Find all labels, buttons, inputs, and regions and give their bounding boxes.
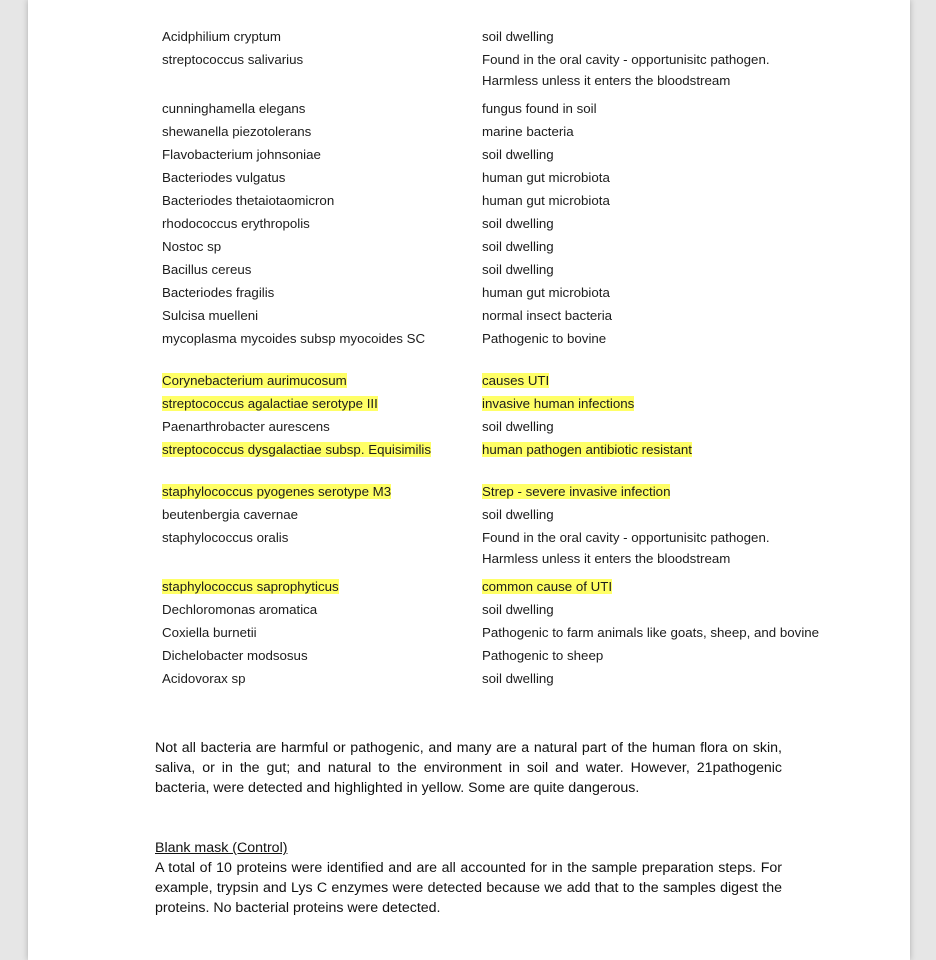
organism-description: soil dwelling [482,29,554,44]
organism-name: streptococcus dysgalactiae subsp. Equisimilis [162,442,432,457]
organism-name: Acidovorax sp [162,671,246,686]
table-row [162,416,892,439]
organism-name: beutenbergia cavernae [162,507,299,522]
organism-name: Dechloromonas aromatica [162,602,318,617]
organism-name: Flavobacterium johnsoniae [162,147,321,162]
table-row-highlighted [162,370,892,393]
organism-description: Strep - severe invasive infection [482,484,671,499]
summary-paragraph: Not all bacteria are harmful or pathogenic, and many are a natural part of the human flora on skin, saliva, or in the gut; and natural to the environment in soil and water. However, 21pathogenic bacteria, were detected and highlighted in yellow. Some are quite dangerous. [155,740,782,796]
organism-table [162,26,892,691]
table-row [162,49,892,98]
organism-description-line2: Harmless unless it enters the bloodstream [482,551,731,566]
table-row [162,305,892,328]
organism-description-line2: Harmless unless it enters the bloodstream [482,73,731,88]
organism-description: human pathogen antibiotic resistant [482,442,692,457]
organism-description: Found in the oral cavity - opportunisitc pathogen. [482,530,770,545]
table-row-highlighted [162,481,892,504]
organism-name: staphylococcus pyogenes serotype M3 [162,484,392,499]
table-row-highlighted [162,393,892,416]
organism-description: soil dwelling [482,507,554,522]
organism-name: staphylococcus saprophyticus [162,579,339,594]
table-row [162,144,892,167]
table-row [162,26,892,49]
table-row [162,328,892,370]
organism-description: soil dwelling [482,419,554,434]
organism-name: Paenarthrobacter aurescens [162,419,330,434]
organism-description: soil dwelling [482,671,554,686]
organism-name: Bacteriodes fragilis [162,285,275,300]
table-row [162,167,892,190]
document-page [28,0,910,960]
organism-name: mycoplasma mycoides subsp myocoides SC [162,331,426,346]
organism-name: Bacillus cereus [162,262,252,277]
organism-name: Corynebacterium aurimucosum [162,373,347,388]
control-heading: Blank mask (Control) [155,840,288,856]
organism-name: Bacteriodes thetaiotaomicron [162,193,335,208]
table-row [162,668,892,691]
table-row [162,645,892,668]
organism-name: Coxiella burnetii [162,625,257,640]
organism-name: streptococcus salivarius [162,52,304,67]
table-row [162,213,892,236]
table-row [162,121,892,144]
organism-description: human gut microbiota [482,285,610,300]
organism-name: staphylococcus oralis [162,530,289,545]
table-row [162,259,892,282]
organism-name: Nostoc sp [162,239,222,254]
table-row [162,190,892,213]
organism-description: soil dwelling [482,262,554,277]
organism-description: Found in the oral cavity - opportunisitc pathogen. [482,52,770,67]
organism-name: rhodococcus erythropolis [162,216,310,231]
organism-name: streptococcus agalactiae serotype III [162,396,378,411]
table-row [162,504,892,527]
organism-description: Pathogenic to farm animals like goats, sheep, and bovine [482,625,820,640]
organism-description: invasive human infections [482,396,635,411]
organism-description: normal insect bacteria [482,308,613,323]
organism-description: Pathogenic to sheep [482,648,604,663]
organism-description: causes UTI [482,373,550,388]
organism-name: Acidphilium cryptum [162,29,281,44]
control-paragraph: A total of 10 proteins were identified and are all accounted for in the sample preparation steps. For example, trypsin and Lys C enzymes were detected because we add that to the samples digest the proteins. No bacterial proteins were detected. [155,860,782,916]
organism-description: soil dwelling [482,602,554,617]
table-row-highlighted [162,576,892,599]
organism-description: common cause of UTI [482,579,613,594]
organism-description: marine bacteria [482,124,574,139]
table-row [162,622,892,645]
organism-name: Dichelobacter modsosus [162,648,308,663]
organism-description: soil dwelling [482,239,554,254]
organism-name: cunninghamella elegans [162,101,306,116]
table-row-highlighted [162,439,892,481]
organism-name: Sulcisa muelleni [162,308,259,323]
table-row [162,282,892,305]
organism-description: fungus found in soil [482,101,597,116]
organism-name: Bacteriodes vulgatus [162,170,286,185]
table-row [162,599,892,622]
organism-name: shewanella piezotolerans [162,124,312,139]
table-row [162,236,892,259]
table-row [162,527,892,576]
organism-description: human gut microbiota [482,193,610,208]
organism-description: human gut microbiota [482,170,610,185]
organism-description: Pathogenic to bovine [482,331,607,346]
organism-description: soil dwelling [482,147,554,162]
organism-description: soil dwelling [482,216,554,231]
table-row [162,98,892,121]
